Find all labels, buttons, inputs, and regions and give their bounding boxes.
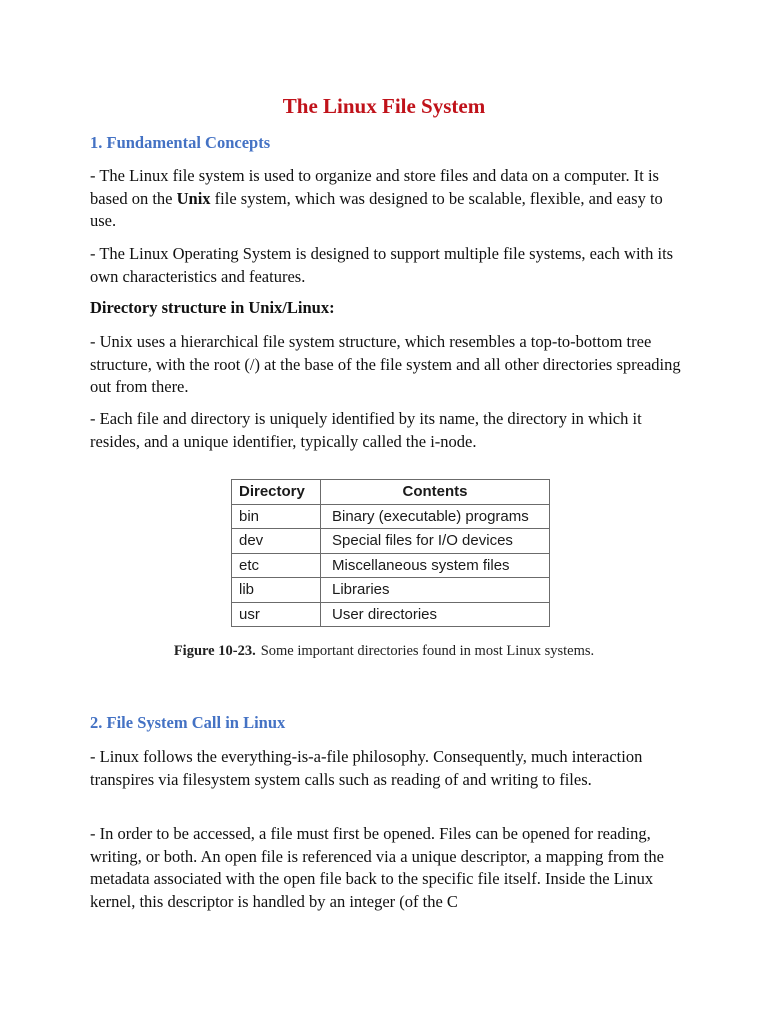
table-cell-directory: dev — [232, 529, 321, 554]
paragraph-inode: - Each file and directory is uniquely identified by its name, the directory in which it resides, and a unique identifier, typically called the i-node. — [90, 409, 642, 451]
paragraph-linux-fs-intro — [90, 165, 690, 233]
table-cell-directory: usr — [232, 602, 321, 627]
paragraph-text: - The Linux file system is used to organize and store files and data on a computer. It is based on the — [90, 166, 659, 208]
table-cell-directory: bin — [232, 504, 321, 529]
table-header-contents: Contents — [321, 480, 550, 505]
figure-caption-text: Some important directories found in most Linux systems. — [260, 643, 595, 659]
table-cell-contents: User directories — [321, 602, 550, 627]
table-cell-contents: Special files for I/O devices — [321, 529, 550, 554]
paragraph-file-descriptor: - In order to be accessed, a file must first be opened. Files can be opened for reading, writing, or both. An open file is referenced via a unique descriptor, a mapping from the metadata associated with the open file back to the specific file itself. Inside the Linux kernel, this descriptor is handled by an integer (of the C — [90, 824, 664, 911]
page-title: The Linux File System — [282, 94, 486, 118]
paragraph-text: file system, which was designed to be scalable, flexible, and easy to use. — [90, 188, 663, 230]
table-row — [232, 578, 550, 603]
table-row — [232, 504, 550, 529]
directory-table — [231, 479, 550, 627]
section-heading-file-system-call: 2. File System Call in Linux — [90, 713, 286, 732]
table-cell-directory: lib — [232, 578, 321, 603]
table-cell-directory: etc — [232, 553, 321, 578]
table-cell-contents: Miscellaneous system files — [321, 553, 550, 578]
table-cell-contents: Libraries — [321, 578, 550, 603]
paragraph-multiple-fs: - The Linux Operating System is designed to support multiple file systems, each with its own characteristics and features. — [90, 244, 674, 286]
paragraph-everything-is-a-file: - Linux follows the everything-is-a-file philosophy. Consequently, much interaction transpires via filesystem system calls such as reading of and writing to files. — [90, 747, 643, 789]
table-header-row — [232, 480, 550, 505]
table-row — [232, 529, 550, 554]
table-cell-contents: Binary (executable) programs — [321, 504, 550, 529]
bold-term-unix: Unix — [176, 188, 211, 208]
table-row — [232, 602, 550, 627]
paragraph-hierarchical-structure: - Unix uses a hierarchical file system structure, which resembles a top-to-bottom tree structure, with the root (/) at the base of the file system and all other directories spreading out from there. — [90, 332, 681, 396]
table-header-directory: Directory — [232, 480, 321, 505]
table-row — [232, 553, 550, 578]
subheading-directory-structure: Directory structure in Unix/Linux: — [90, 298, 335, 317]
figure-number: Figure 10-23. — [173, 643, 256, 659]
figure-caption — [0, 643, 768, 660]
section-heading-fundamental-concepts: 1. Fundamental Concepts — [90, 133, 271, 152]
